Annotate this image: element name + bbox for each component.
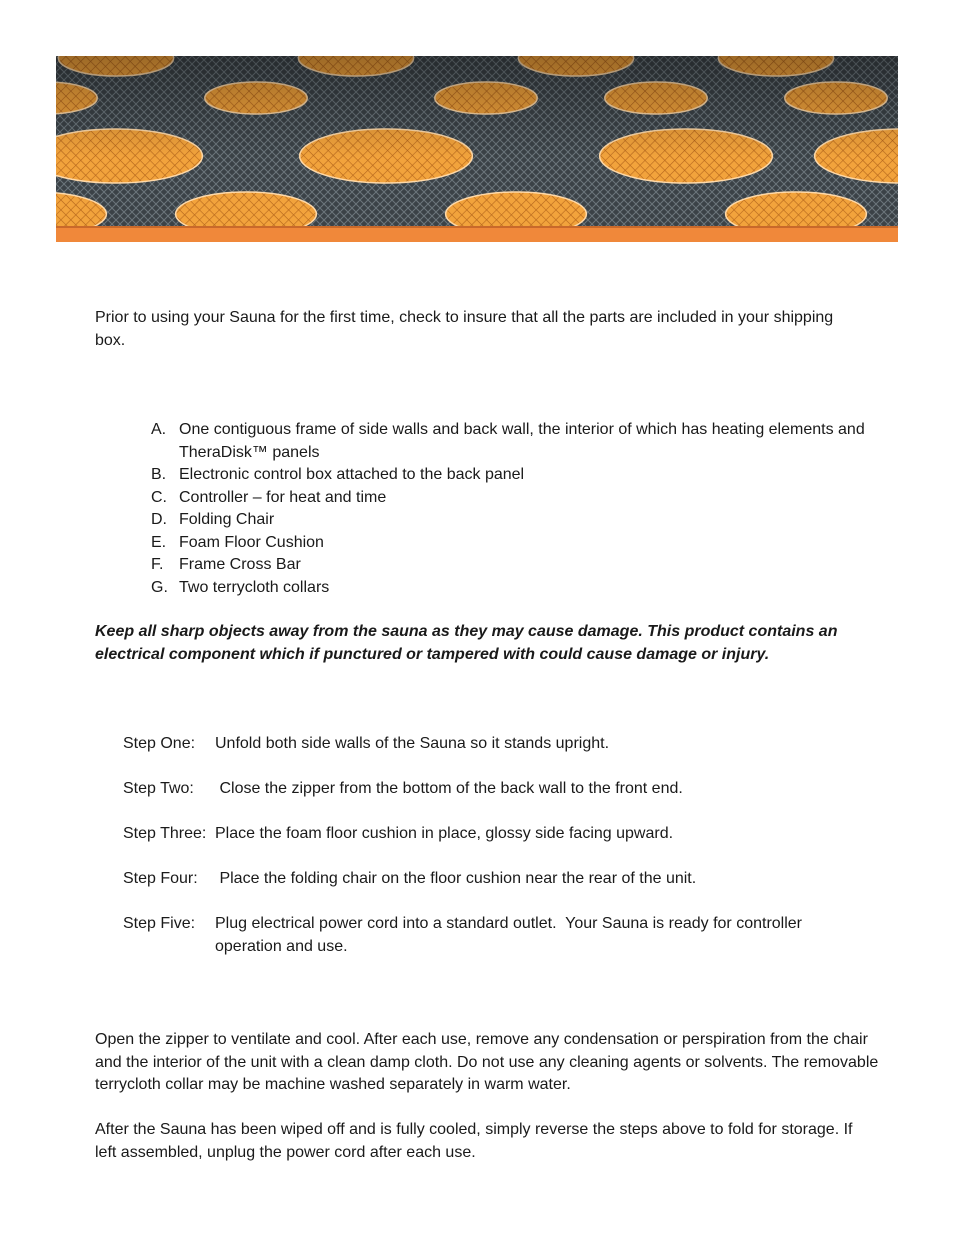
banner-photo bbox=[56, 56, 898, 242]
step-text: Plug electrical power cord into a standard outlet. Your Sauna is ready for controller operation and use. bbox=[215, 915, 807, 955]
parts-list bbox=[95, 419, 895, 599]
parts-list-letter: E. bbox=[151, 533, 167, 551]
parts-list-letter: B. bbox=[151, 466, 167, 483]
step-label: Step Two: bbox=[123, 780, 194, 797]
parts-list-item bbox=[95, 532, 895, 555]
parts-list-text: Electronic control box attached to the back panel bbox=[179, 466, 525, 483]
parts-list-letter: D. bbox=[151, 511, 167, 528]
step-row bbox=[123, 868, 883, 891]
care-paragraph: Open the zipper to ventilate and cool. After each use, remove any condensation or perspiration from the chair and the interior of the unit with a clean damp cloth. Do not use any cleaning agents or solvents. The removable terrycloth collar may be machine washed separately in warm water. bbox=[95, 1031, 879, 1093]
step-label: Step Four: bbox=[123, 870, 198, 887]
parts-list-letter: A. bbox=[151, 421, 167, 438]
step-text: Close the zipper from the bottom of the back wall to the front end. bbox=[215, 780, 683, 797]
sauna-panel-image bbox=[56, 56, 898, 242]
step-text: Place the folding chair on the floor cushion near the rear of the unit. bbox=[215, 870, 697, 887]
parts-list-item bbox=[95, 509, 895, 532]
step-row bbox=[123, 913, 883, 958]
step-row bbox=[123, 823, 883, 846]
parts-list-text: Foam Floor Cushion bbox=[179, 533, 324, 551]
intro-paragraph: Prior to using your Sauna for the first time, check to insure that all the parts are included in your shipping box. bbox=[95, 309, 834, 349]
parts-list-text: Controller – for heat and time bbox=[179, 488, 387, 506]
parts-list-letter: G. bbox=[151, 578, 168, 596]
step-row bbox=[123, 733, 883, 756]
parts-list-item bbox=[95, 464, 895, 487]
parts-list-text: Frame Cross Bar bbox=[179, 556, 301, 573]
parts-list-letter: F. bbox=[151, 556, 164, 573]
step-text: Place the foam floor cushion in place, glossy side facing upward. bbox=[215, 825, 674, 842]
parts-list-text: Two terrycloth collars bbox=[179, 578, 330, 596]
step-text: Unfold both side walls of the Sauna so it stands upright. bbox=[215, 735, 610, 752]
parts-list-item bbox=[95, 554, 895, 577]
step-label: Step One: bbox=[123, 735, 196, 752]
storage-paragraph: After the Sauna has been wiped off and is fully cooled, simply reverse the steps above to fold for storage. If left assembled, unplug the power cord after each use. bbox=[95, 1121, 853, 1161]
step-row bbox=[123, 778, 883, 801]
step-label: Step Five: bbox=[123, 915, 196, 932]
parts-list-item bbox=[95, 419, 895, 464]
step-label: Step Three: bbox=[123, 825, 207, 842]
warning-paragraph: Keep all sharp objects away from the sauna as they may cause damage. This product contains an electrical component which if punctured or tampered with could cause damage or injury. bbox=[95, 623, 838, 663]
assembly-steps bbox=[123, 733, 883, 981]
parts-list-item bbox=[95, 577, 895, 600]
parts-list-text: One contiguous frame of side walls and back wall, the interior of which has heating elements and TheraDisk™ panels bbox=[179, 421, 865, 461]
parts-list-text: Folding Chair bbox=[179, 511, 275, 528]
parts-list-item bbox=[95, 487, 895, 510]
parts-list-letter: C. bbox=[151, 488, 167, 506]
